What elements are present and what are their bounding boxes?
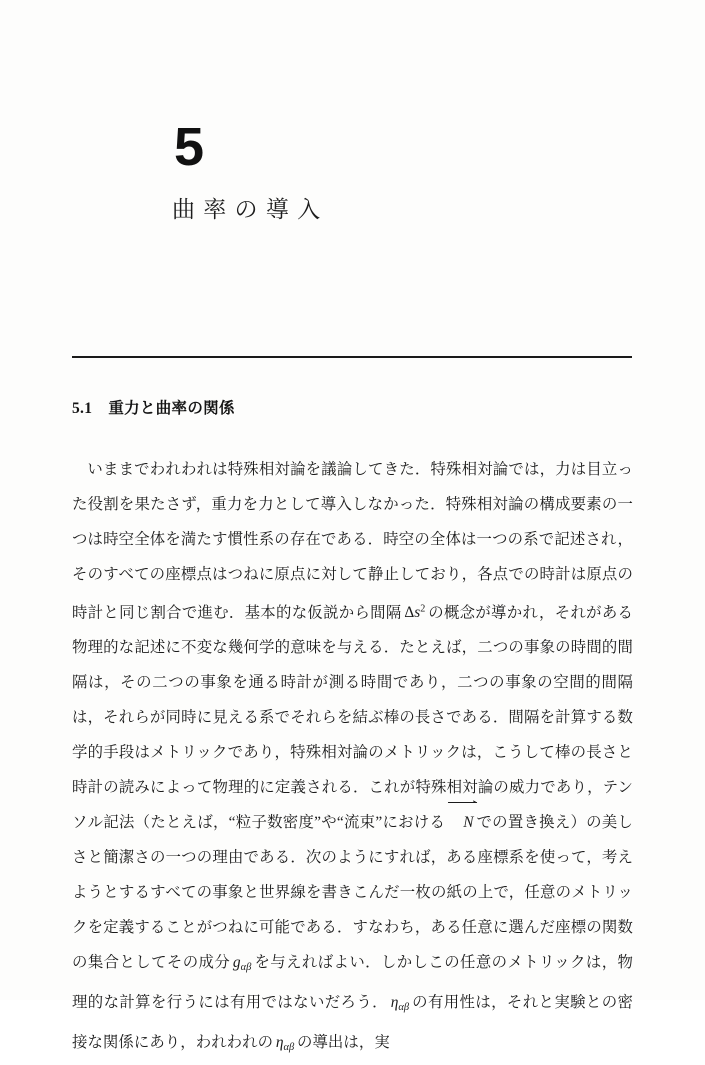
math-eta-subscript-second: αβ [283, 1042, 295, 1054]
math-eta-symbol-first: η [390, 994, 399, 1012]
math-eta-alpha-beta-second [273, 1034, 297, 1054]
math-delta-symbol: Δ [404, 604, 415, 622]
math-metric-g-alpha-beta [230, 954, 254, 974]
chapter-opener [72, 117, 632, 224]
math-vector-n [445, 814, 476, 831]
chapter-number: 5 [174, 117, 204, 177]
body-text-part-5: の有用性は，それと実験との密接な関係にあり，われわれの [72, 994, 633, 1052]
body-text-part-6: の導出は，実 [296, 1034, 390, 1052]
horizontal-rule [72, 356, 632, 358]
body-text-part-1: いままでわれわれは特殊相対論を議論してきた．特殊相対論では，力は目立った役割を果たさず，重力を力として導入しなかった．特殊相対論の構成要素の一つは時空全体を満たす慣性系の存在である．時空の全体は一つの系で記述され，そのすべての座標点はつねに原点に対して静止しており，各点での時計は原点の時計と同じ割合で進む．基本的な仮説から間隔 [72, 461, 633, 622]
chapter-title: 曲率の導入 [172, 197, 329, 222]
section-number: 5.1 [72, 400, 93, 417]
math-g-symbol: g [232, 954, 241, 972]
body-paragraph [72, 452, 633, 1065]
body-text-part-2: の概念が導かれ，それがある物理的な記述に不変な幾何学的意味を与える．たとえば，二つの事象の時間的間隔は，その二つの事象を通る時計が測る時間であり，二つの事象の空間的間隔は，それらが同時に見える系でそれらを結ぶ棒の長さである．間隔を計算する数学的手段はメトリックであり，特殊相対論のメトリックは，こうして棒の長さと時計の読みによって物理的に定義される．これが特殊相対論の威力であり，テンソル記法（たとえば，“粒子数密度”や“流束”における [72, 604, 633, 832]
math-g-subscript: αβ [240, 962, 252, 974]
body-text-part-4: を与えればよい．しかしこの任意のメトリックは，物理的な計算を行うには有用ではないだろう． [72, 954, 633, 1012]
math-eta-alpha-beta-first [388, 994, 412, 1014]
math-s-symbol: s [414, 604, 421, 622]
section-title: 重力と曲率の関係 [108, 400, 235, 417]
math-eta-subscript-first: αβ [398, 1002, 410, 1014]
math-eta-symbol-second: η [275, 1034, 284, 1052]
section-heading [72, 396, 632, 418]
math-exponent-two: 2 [420, 604, 426, 615]
math-n-symbol: N [448, 805, 474, 840]
math-delta-s-squared [402, 604, 429, 621]
body-text-part-3: での置き換え）の美しさと簡潔さの一つの理由である．次のようにすれば，ある座標系を使って，考えようとするすべての事象と世界線を書きこんだ一枚の紙の上で，任意のメトリックを定義することがつねに可能である．すなわち，ある任意に選んだ座標の関数の集合としてその成分 [72, 814, 633, 972]
